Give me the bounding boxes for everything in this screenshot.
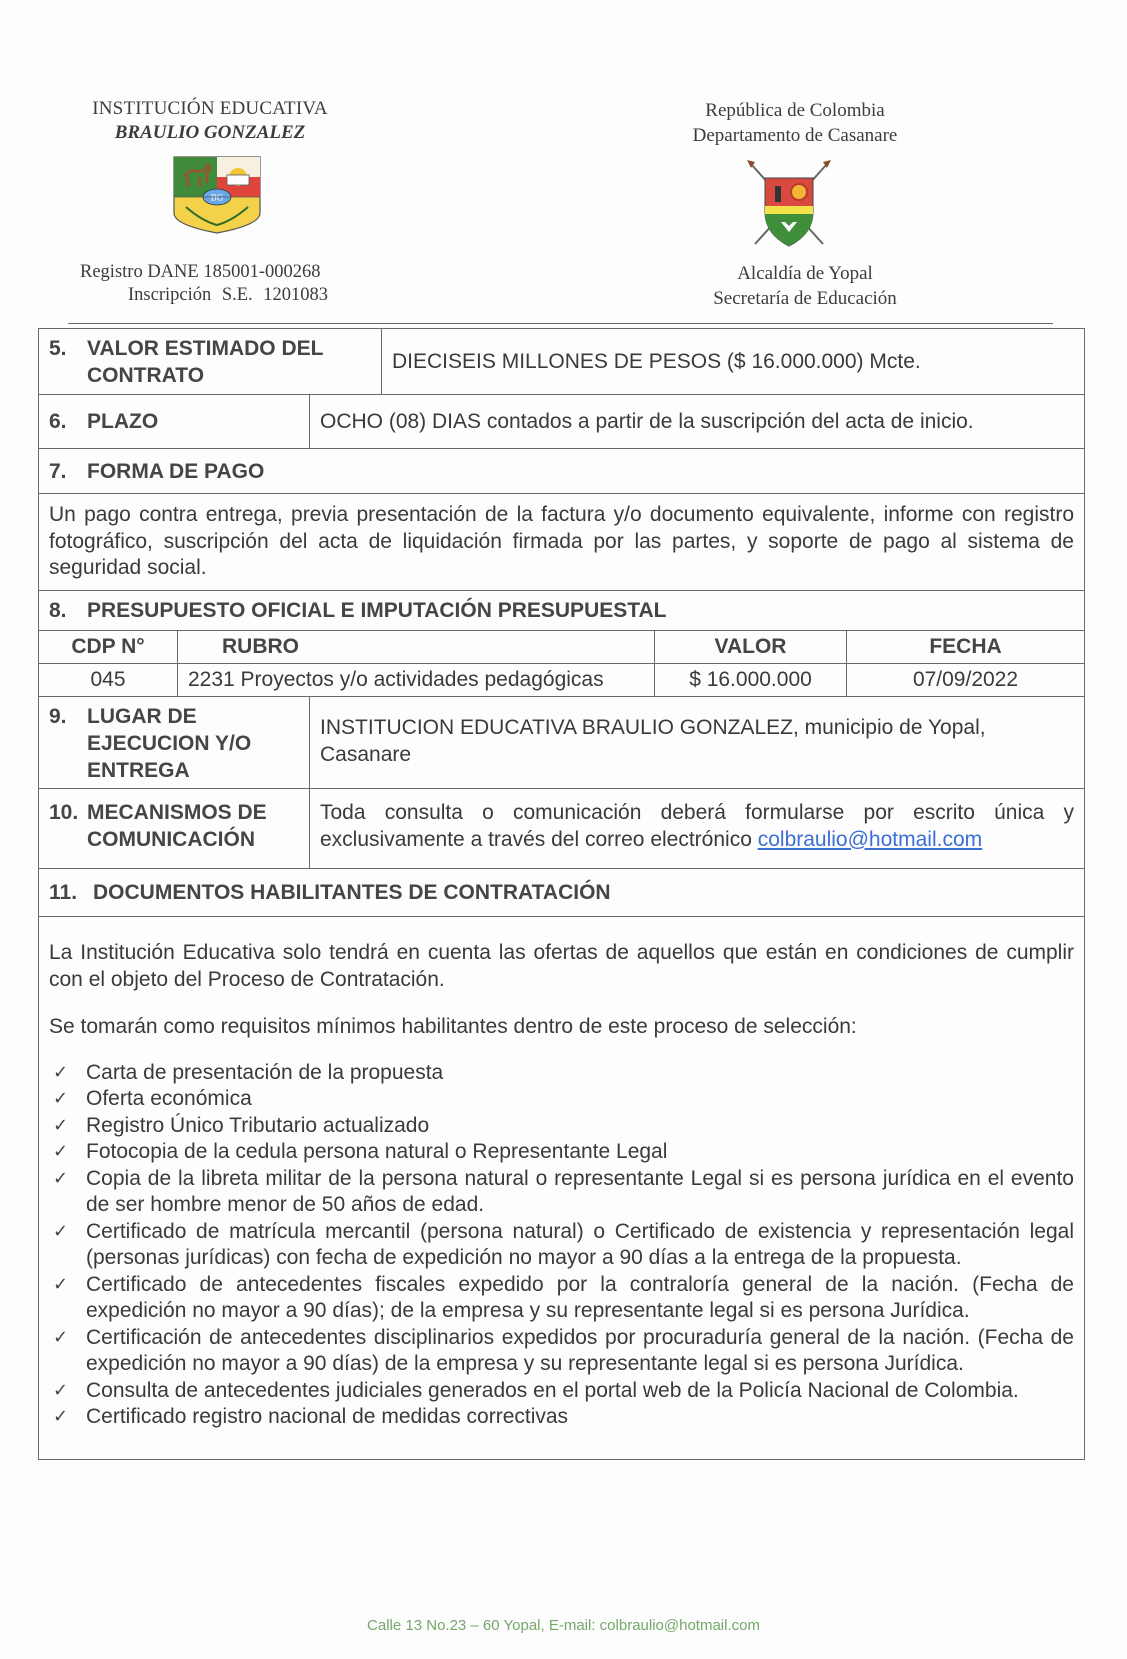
section-11-header-row xyxy=(39,869,1084,917)
registro-dane: Registro DANE 185001-000268 xyxy=(80,262,321,282)
section-11-lead: Se tomarán como requisitos mínimos habilitantes dentro de este proceso de selección: xyxy=(49,1014,857,1038)
section-8-label: 8. PRESUPUESTO OFICIAL E IMPUTACIÓN PRESUPUESTAL xyxy=(49,598,667,622)
alcaldia-name: Alcaldía de Yopal xyxy=(737,263,873,284)
government-header xyxy=(650,100,940,147)
budget-table-header xyxy=(39,631,1084,664)
institution-header xyxy=(40,98,380,144)
checkmark-icon: ✓ xyxy=(53,1273,69,1295)
cdp-cell: 045 xyxy=(90,668,126,691)
section-5-value: DIECISEIS MILLONES DE PESOS ($ 16.000.000) Mcte. xyxy=(381,329,1084,394)
valor-cell: $ 16.000.000 xyxy=(654,664,846,696)
requirement-text: Carta de presentación de la propuesta xyxy=(86,1060,444,1084)
contact-email-link[interactable]: colbraulio@hotmail.com xyxy=(757,827,983,851)
checkmark-icon: ✓ xyxy=(53,1061,69,1083)
section-7-header-row xyxy=(39,449,1084,494)
section-9-row xyxy=(39,697,1084,789)
school-crest-logo xyxy=(172,155,262,235)
requirement-item xyxy=(49,1139,1074,1166)
column-header-cdp: CDP N° xyxy=(71,635,145,658)
section-5-row xyxy=(39,329,1084,395)
requirement-text: Certificado de matrícula mercantil (persona natural) o Certificado de existencia y representación legal (personas jurídicas) con fecha de expedición no mayor a 90 días a la entrega de la propuesta. xyxy=(86,1219,1074,1269)
budget-table-row xyxy=(39,664,1084,697)
requirement-text: Certificación de antecedentes disciplinarios expedidos por procuraduría general de la nación. (Fecha de expedición no mayor a 90 días) de la empresa y su representante legal si es persona Jurídica. xyxy=(86,1325,1074,1375)
requirement-text: Fotocopia de la cedula persona natural o Representante Legal xyxy=(86,1140,668,1163)
checkmark-icon: ✓ xyxy=(53,1379,69,1401)
section-8-header-row xyxy=(39,591,1084,631)
section-11-body xyxy=(39,917,1084,1459)
registration-info xyxy=(60,262,380,306)
section-7-label: 7. FORMA DE PAGO xyxy=(49,459,265,483)
requirement-item xyxy=(49,1166,1074,1219)
republic-name: República de Colombia xyxy=(705,100,885,121)
checkmark-icon: ✓ xyxy=(53,1114,69,1136)
checkmark-icon: ✓ xyxy=(53,1326,69,1348)
section-7-value: Un pago contra entrega, previa presentación de la factura y/o documento equivalente, informe con registro fotográfico, suscripción del acta de liquidación firmada por las partes, y soporte de pago al sistema de seguridad social. xyxy=(49,503,1074,579)
inscripcion-se: Inscripción S.E. 1201083 xyxy=(128,285,329,305)
column-header-rubro: RUBRO xyxy=(177,631,654,663)
department-name: Departamento de Casanare xyxy=(692,125,898,146)
fecha-cell: 07/09/2022 xyxy=(846,664,1084,696)
requirement-item xyxy=(49,1060,1074,1087)
requirement-item xyxy=(49,1404,1074,1431)
requirement-text: Registro Único Tributario actualizado xyxy=(86,1113,430,1137)
checkmark-icon: ✓ xyxy=(53,1088,69,1109)
requirement-item xyxy=(49,1086,1074,1113)
institution-name-line1: INSTITUCIÓN EDUCATIVA xyxy=(92,98,328,119)
requirements-checklist xyxy=(49,1060,1074,1431)
column-header-valor: VALOR xyxy=(654,631,846,663)
municipality-header xyxy=(660,263,950,310)
section-11-intro: La Institución Educativa solo tendrá en cuenta las ofertas de aquellos que están en condiciones de cumplir con el objeto del Proceso de Contratación. xyxy=(49,940,1074,991)
column-header-fecha: FECHA xyxy=(846,631,1084,663)
contract-details-table xyxy=(38,328,1085,1460)
requirement-item xyxy=(49,1378,1074,1405)
yopal-coat-of-arms-logo xyxy=(745,160,833,252)
institution-name-line2: BRAULIO GONZALEZ xyxy=(114,122,306,143)
checkmark-icon: ✓ xyxy=(53,1406,69,1427)
section-6-row xyxy=(39,395,1084,449)
section-10-label: 10. MECANISMOS DE COMUNICACIÓN xyxy=(49,800,267,851)
section-11-label: 11. DOCUMENTOS HABILITANTES DE CONTRATACIÓN xyxy=(49,880,611,904)
checkmark-icon: ✓ xyxy=(53,1141,69,1162)
checkmark-icon: ✓ xyxy=(53,1167,69,1189)
section-6-value: OCHO (08) DIAS contados a partir de la suscripción del acta de inicio. xyxy=(309,395,1084,448)
section-9-label: 9. LUGAR DE EJECUCION Y/O ENTREGA xyxy=(49,704,252,782)
section-10-row xyxy=(39,789,1084,869)
requirement-text: Consulta de antecedentes judiciales generados en el portal web de la Policía Nacional de Colombia. xyxy=(86,1378,1019,1402)
footer-address: Calle 13 No.23 – 60 Yopal, E-mail: colbraulio@hotmail.com xyxy=(367,1617,760,1634)
section-9-value: INSTITUCION EDUCATIVA BRAULIO GONZALEZ, municipio de Yopal, Casanare xyxy=(309,697,1084,788)
requirement-text: Oferta económica xyxy=(86,1087,252,1110)
rubro-cell: 2231 Proyectos y/o actividades pedagógicas xyxy=(177,664,654,696)
requirement-item xyxy=(49,1113,1074,1140)
section-5-label: 5. VALOR ESTIMADO DEL CONTRATO xyxy=(49,337,324,387)
header-divider xyxy=(68,323,1053,324)
requirement-text: Certificado registro nacional de medidas correctivas xyxy=(86,1405,569,1428)
requirement-text: Copia de la libreta militar de la persona natural o representante Legal si es persona jurídica en el evento de ser hombre menor de 50 años de edad. xyxy=(86,1166,1074,1216)
requirement-item xyxy=(49,1272,1074,1325)
secretaria-name: Secretaría de Educación xyxy=(713,288,897,309)
section-6-label: 6. PLAZO xyxy=(49,410,159,433)
requirement-item xyxy=(49,1325,1074,1378)
section-7-body-row xyxy=(39,494,1084,591)
checkmark-icon: ✓ xyxy=(53,1220,69,1242)
requirement-text: Certificado de antecedentes fiscales expedido por la contraloría general de la nación. (Fecha de expedición no mayor a 90 días); de la empresa y su representante legal si es persona Jurídica. xyxy=(86,1272,1074,1322)
requirement-item xyxy=(49,1219,1074,1272)
crest-initials: BG xyxy=(210,192,224,203)
section-10-value: Toda consulta o comunicación deberá formularse por escrito única y exclusivamente a través del correo electrónico colbraulio@hotmail.com xyxy=(309,789,1084,868)
